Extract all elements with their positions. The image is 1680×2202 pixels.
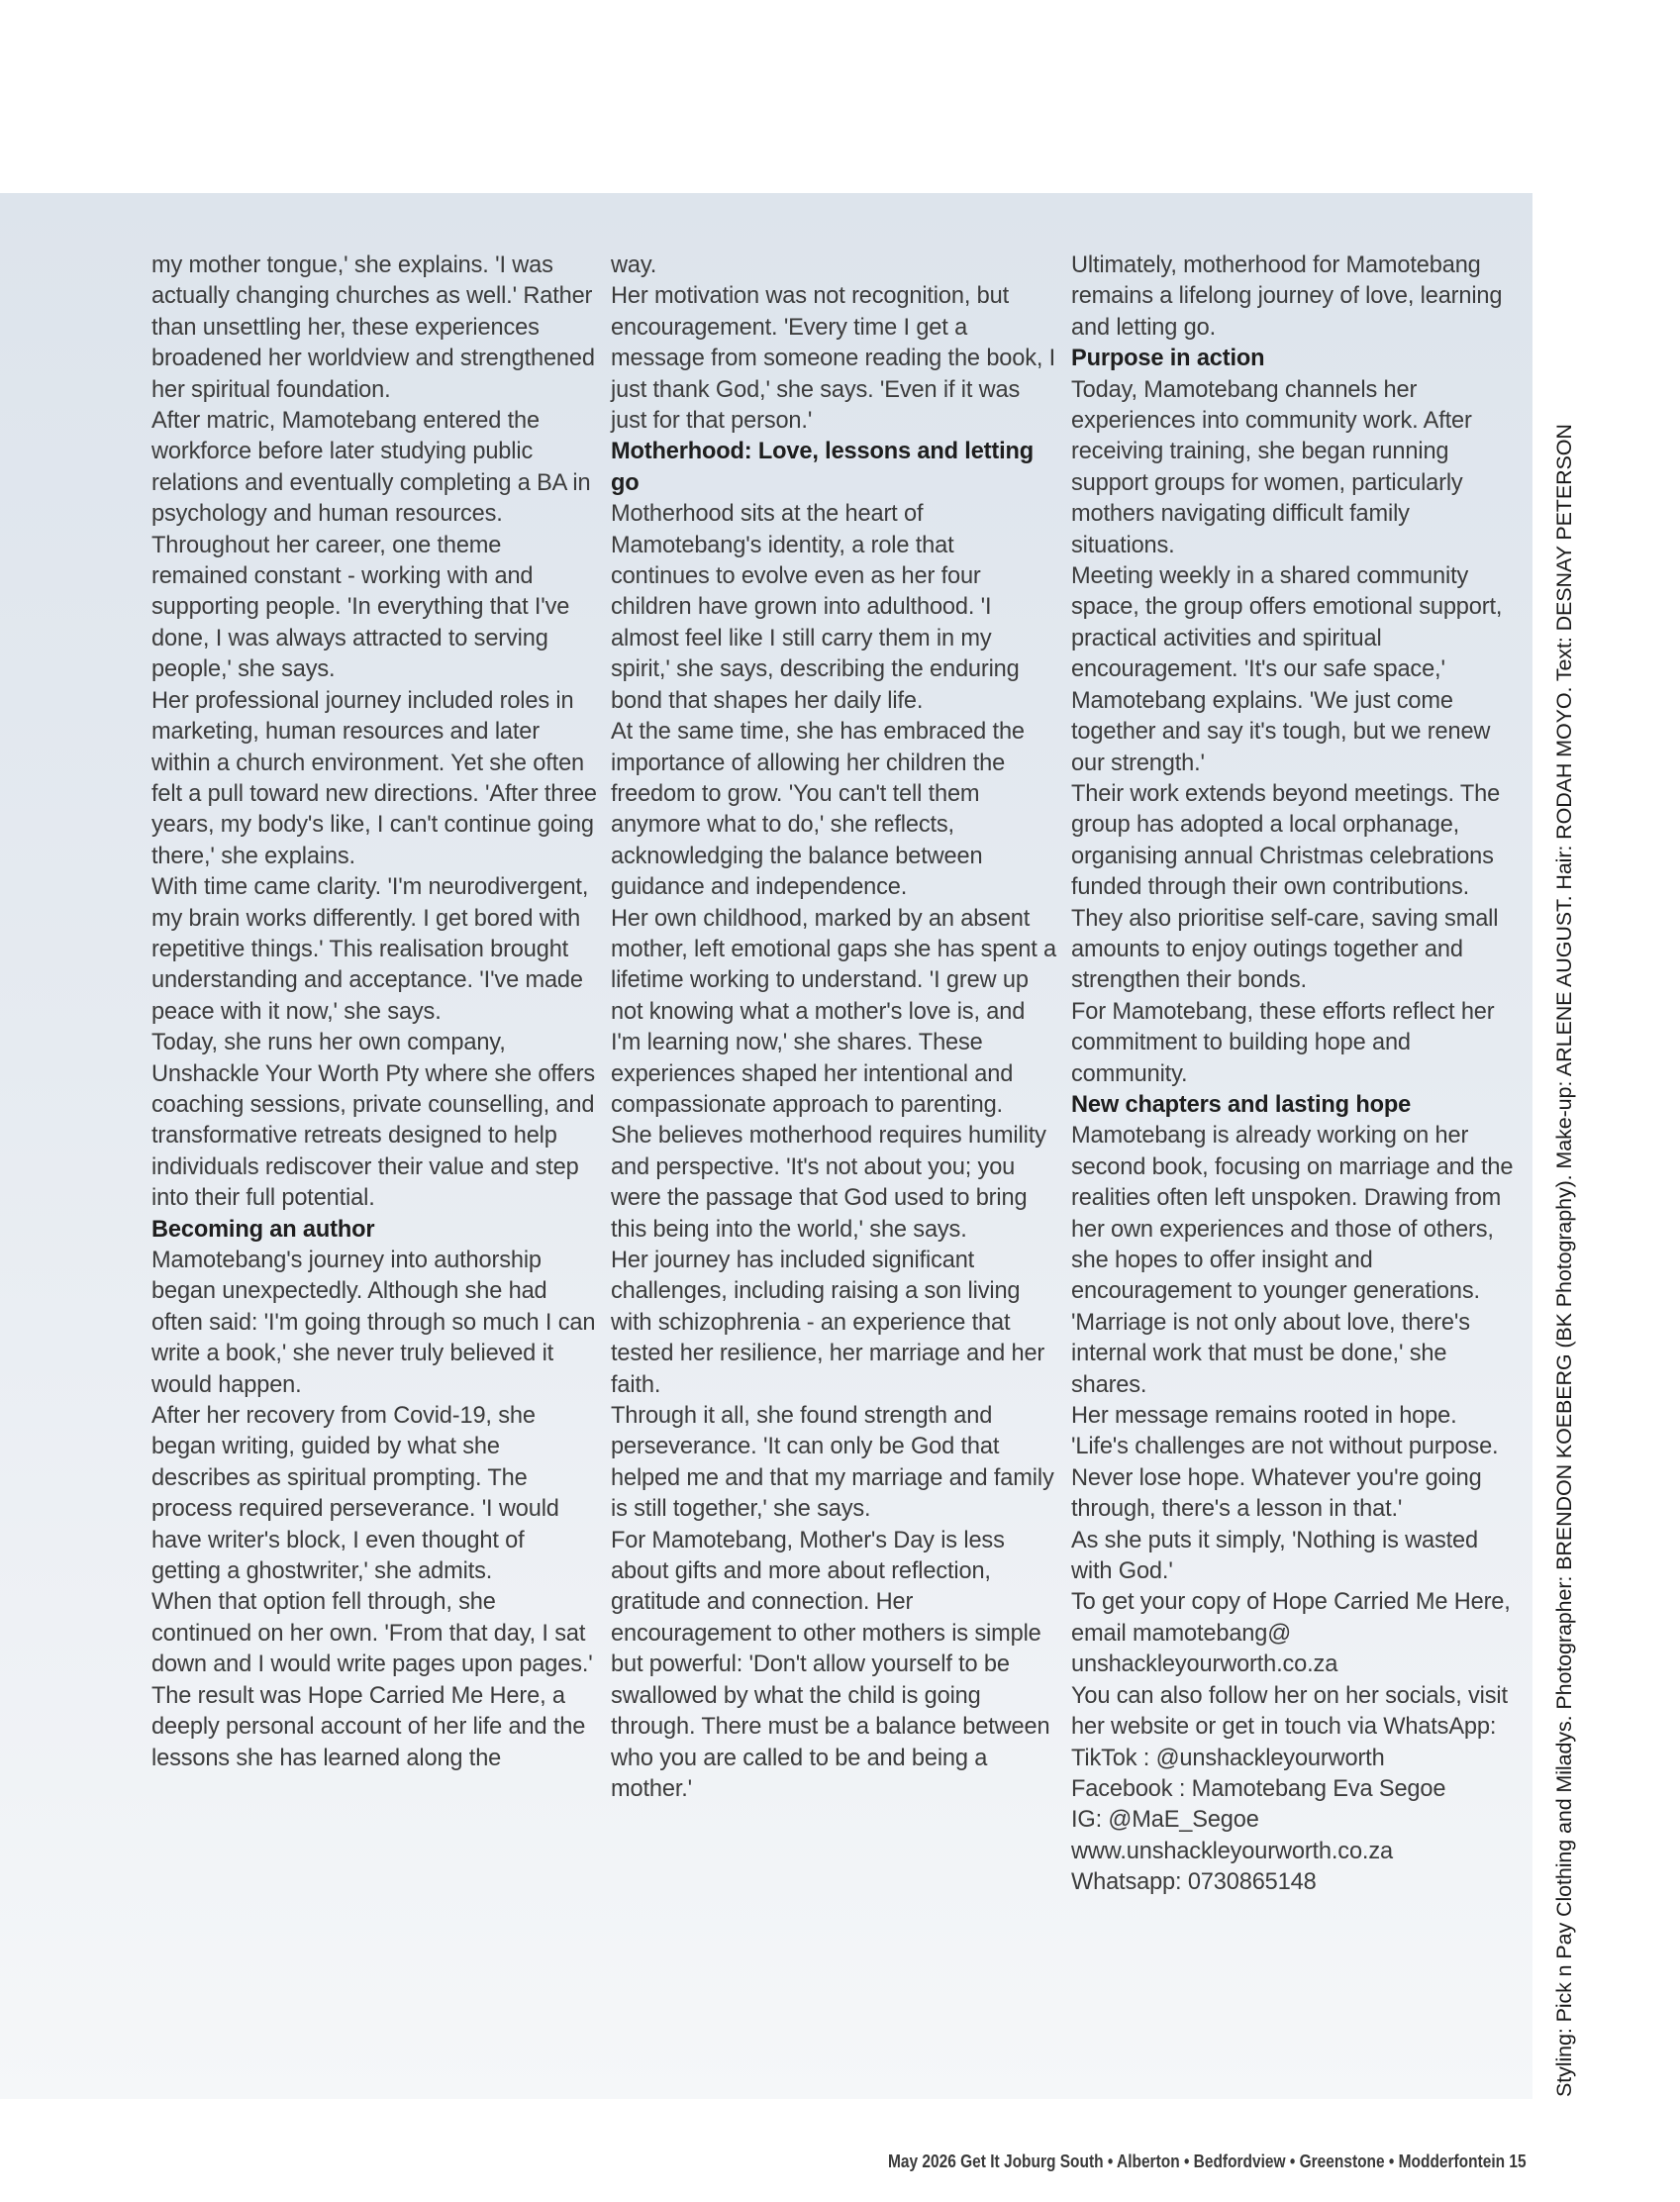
article-paragraph: TikTok : @unshackleyourworth: [1071, 1745, 1385, 1771]
article-paragraph: After her recovery from Covid-19, she began writing, guided by what she describes as spiritual prompting. The process required perseverance. 'I would have writer's block, I even thought of getting a ghostwriter,' she admits.: [151, 1403, 559, 1585]
article-paragraph: Through it all, she found strength and perseverance. 'It can only be God that helped me and that my marriage and family is still together,' she says.: [611, 1403, 1054, 1523]
article-paragraph: For Mamotebang, Mother's Day is less about gifts and more about reflection, gratitude and connection. Her encouragement to other mothers is simple but powerful: 'Don't allow yourself to be swallowed by what the child is going through. There must be a balance between who you are called to be and being a mother.': [611, 1527, 1050, 1802]
article-column-1: [151, 250, 597, 1774]
article-paragraph: Whatsapp: 0730865148: [1071, 1869, 1317, 1896]
section-heading: Motherhood: Love, lessons and letting go: [611, 439, 1035, 496]
article-paragraph: With time came clarity. 'I'm neurodivergent, my brain works differently. I get bored with repetitive things.' This realisation brought understanding and acceptance. 'I've made peace with it now,' she says.: [151, 874, 589, 1025]
section-heading: Purpose in action: [1071, 346, 1265, 372]
article-paragraph: www.unshackleyourworth.co.za: [1071, 1838, 1393, 1864]
section-heading: Becoming an author: [151, 1216, 375, 1243]
article-paragraph: You can also follow her on her socials, visit her website or get in touch via WhatsApp:: [1071, 1682, 1508, 1741]
photo-credits: Styling: Pick n Pay Clothing and Miladys. Photographer: BRENDON KOEBERG (BK Photography). Make-up: ARLENE AUGUST. Hair: RODAH MOYO. Text: DESNAY PETERSON: [1552, 424, 1576, 2097]
article-paragraph: IG: @MaE_Segoe: [1071, 1807, 1259, 1834]
article-paragraph: Motherhood sits at the heart of Mamotebang's identity, a role that continues to evolve even as her four children have grown into adulthood. 'I almost feel like I still carry them in my spirit,' she says, describing the enduring bond that shapes her daily life.: [611, 501, 1020, 714]
article-paragraph: Today, Mamotebang channels her experiences into community work. After receiving training, she began running support groups for women, particularly mothers navigating difficult family situations.: [1071, 376, 1472, 558]
article-paragraph: Ultimately, motherhood for Mamotebang remains a lifelong journey of love, learning and letting go.: [1071, 252, 1503, 341]
article-column-3: [1071, 250, 1517, 1899]
article-column-2: [611, 250, 1056, 1805]
article-paragraph: Their work extends beyond meetings. The group has adopted a local orphanage, organising annual Christmas celebrations funded through their own contributions. They also prioritise self-care, saving small amounts to enjoy outings together and strengthen their bonds.: [1071, 780, 1501, 994]
page-footer: May 2026 Get It Joburg South • Alberton • Bedfordview • Greenstone • Modderfontein 15: [888, 2152, 1527, 2171]
article-paragraph: Mamotebang's journey into authorship began unexpectedly. Although she had often said: 'I'm going through so much I can write a book,' she never truly believed it would happen.: [151, 1248, 596, 1398]
article-paragraph: Meeting weekly in a shared community space, the group offers emotional support, practical activities and spiritual encouragement. 'It's our safe space,' Mamotebang explains. 'We just come together and say it's tough, but we renew our strength.': [1071, 563, 1503, 776]
article-paragraph: She believes motherhood requires humility and perspective. 'It's not about you; you were the passage that God used to bring this being into the world,' she says.: [611, 1123, 1046, 1243]
article-paragraph: Today, she runs her own company, Unshackle Your Worth Pty where she offers coaching sessions, private counselling, and transformative retreats designed to help individuals rediscover their value and step into their full potential.: [151, 1030, 596, 1212]
article-paragraph: Her journey has included significant challenges, including raising a son living with schizophrenia - an experience that tested her resilience, her marriage and her faith.: [611, 1248, 1045, 1398]
section-heading: New chapters and lasting hope: [1071, 1091, 1412, 1118]
article-paragraph: As she puts it simply, 'Nothing is wasted with God.': [1071, 1527, 1478, 1585]
article-paragraph: After matric, Mamotebang entered the workforce before later studying public relations and eventually completing a BA in psychology and human resources. Throughout her career, one theme remained constant - working with and supporting people. 'In everything that I've done, I was always attracted to serving people,' she says.: [151, 408, 591, 683]
article-paragraph: my mother tongue,' she explains. 'I was actually changing churches as well.' Rather than unsettling her, these experiences broadened her worldview and strengthened her spiritual foundation.: [151, 252, 595, 403]
article-paragraph: Her professional journey included roles in marketing, human resources and later within a church environment. Yet she often felt a pull toward new directions. 'After three years, my body's like, I can't continue going there,' she explains.: [151, 687, 597, 869]
article-paragraph: Her own childhood, marked by an absent mother, left emotional gaps she has spent a lifetime working to understand. 'I grew up not knowing what a mother's love is, and I'm learning now,' she shares. These experiences shaped her intentional and compassionate approach to parenting.: [611, 905, 1056, 1118]
article-paragraph: Her message remains rooted in hope. 'Life's challenges are not without purpose. Never lose hope. Whatever you're going through, there's a lesson in that.': [1071, 1403, 1499, 1523]
article-paragraph: For Mamotebang, these efforts reflect her commitment to building hope and community.: [1071, 998, 1495, 1087]
article-paragraph: When that option fell through, she continued on her own. 'From that day, I sat down and I would write pages upon pages.' The result was Hope Carried Me Here, a deeply personal account of her life and the lessons she has learned along the: [151, 1589, 593, 1771]
article-paragraph: Mamotebang is already working on her second book, focusing on marriage and the realities often left unspoken. Drawing from her own experiences and those of others, she hopes to offer insight and encouragement to younger generations. 'Marriage is not only about love, there's internal work that must be done,' she shares.: [1071, 1123, 1514, 1398]
article-paragraph: At the same time, she has embraced the importance of allowing her children the freedom to grow. 'You can't tell them anymore what to do,' she reflects, acknowledging the balance between guidance and independence.: [611, 719, 1025, 901]
article-paragraph: To get your copy of Hope Carried Me Here, email mamotebang@ unshackleyourworth.co.za: [1071, 1589, 1511, 1678]
article-paragraph: Her motivation was not recognition, but encouragement. 'Every time I get a message from someone reading the book, I just thank God,' she says. 'Even if it was just for that person.': [611, 283, 1056, 435]
article-paragraph: Facebook : Mamotebang Eva Segoe: [1071, 1775, 1446, 1802]
article-paragraph: way.: [611, 252, 657, 278]
